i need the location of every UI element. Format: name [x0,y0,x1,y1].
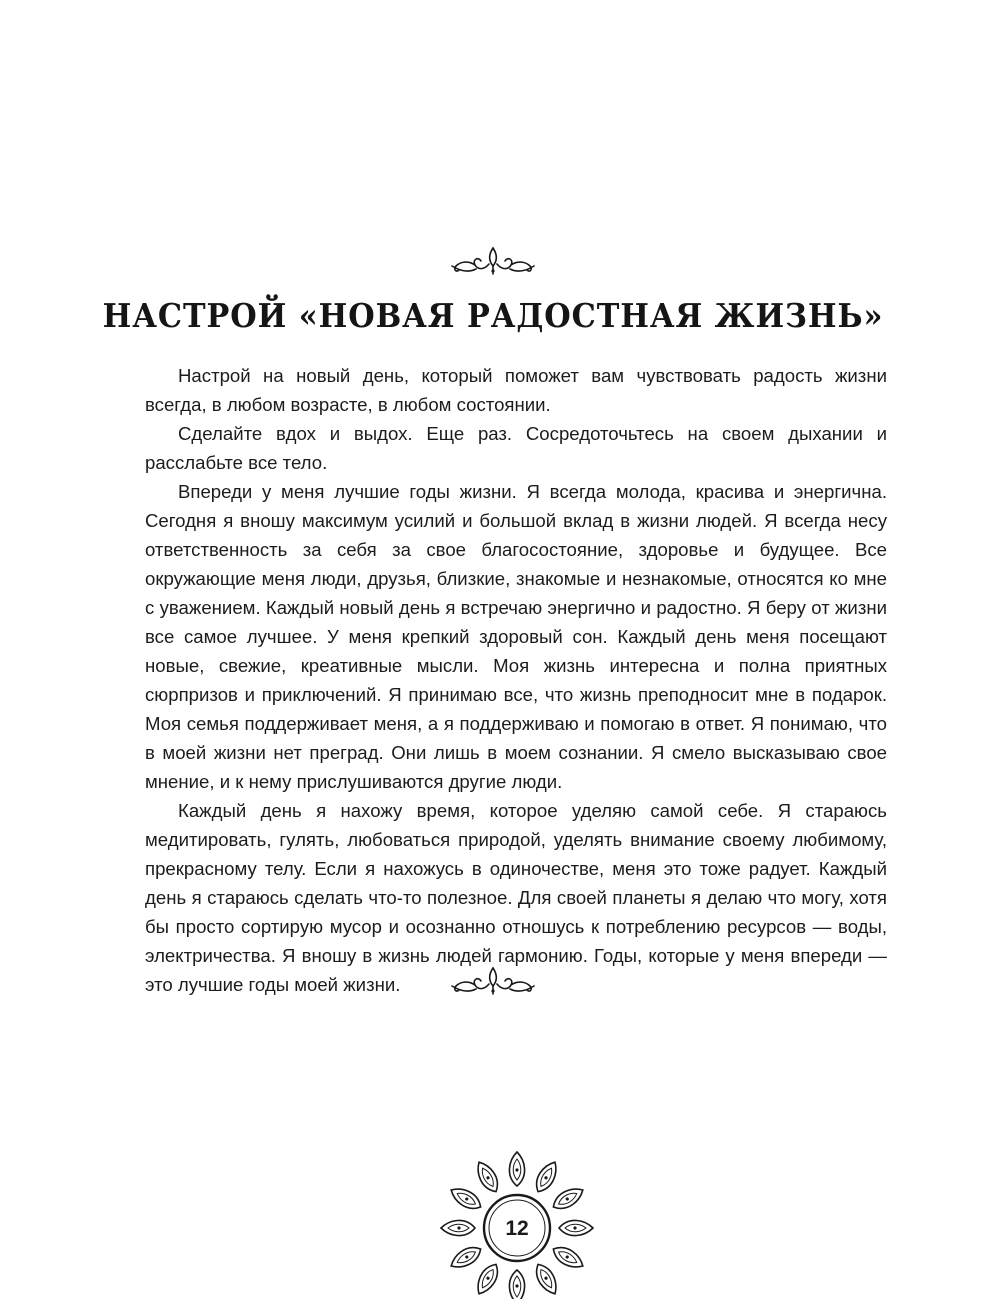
page-number: 12 [505,1217,529,1240]
lotus-petal [531,1261,561,1298]
lotus-petal [531,1158,561,1195]
paragraph-intro: Настрой на новый день, который поможет вам чувствовать радость жизни всегда, в любом возрасте, в любом состоянии. [145,365,887,415]
lotus-petal [509,1270,524,1299]
bottom-ornament [0,964,986,998]
lotus-petal [509,1152,524,1186]
lotus-petal [559,1220,593,1235]
flourish-divider-icon [448,964,538,998]
page-title: НАСТРОЙ «НОВАЯ РАДОСТНАЯ ЖИЗНЬ» [102,296,884,335]
top-ornament [0,244,986,278]
flourish-divider-icon [448,244,538,278]
lotus-petal [441,1220,475,1235]
body-text [145,361,887,999]
paragraph-breathing: Сделайте вдох и выдох. Еще раз. Сосредоточьтесь на своем дыхании и расслабьте все тело. [145,423,887,473]
lotus-petal [472,1261,502,1298]
lotus-petal [550,1183,587,1213]
paragraph-affirmation: Впереди у меня лучшие годы жизни. Я всегда молода, красива и энергична. Сегодня я вношу максимум усилий и большой вклад в жизни людей. Я всегда несу ответственность за себя за свое благосостояние, здоровье и будущее. Все окружающие меня люди, друзья, близкие, знакомые и незнакомые, относятся ко мне с уважением. Каждый новый день я встречаю энергично и радостно. Я беру от жизни все самое лучшее. У меня крепкий здоровый сон. Каждый день меня посещают новые, свежие, креативные мысли. Моя жизнь интересна и полна приятных сюрпризов и приключений. Я принимаю все, что жизнь преподносит мне в подарок. Моя семья поддерживает меня, а я поддерживаю и помогаю в ответ. Я понимаю, что в моей жизни нет преград. Они лишь в моем сознании. Я смело высказываю свое мнение, и к нему прислушиваются другие люди. [145,481,887,792]
lotus-petal [447,1183,484,1213]
lotus-petal [550,1242,587,1272]
paragraph-self-care: Каждый день я нахожу время, которое уделяю самой себе. Я стараюсь медитировать, гулять, любоваться природой, уделять внимание своему любимому, прекрасному телу. Если я нахожусь в одиночестве, меня это тоже радует. Каждый день я стараюсь сделать что-то полезное. Для своей планеты я делаю что могу, хотя бы просто сортирую мусор и осознанно отношусь к потреблению ресурсов — воды, электричества. Я вношу в жизнь людей гармонию. Годы, которые у меня впереди — это лучшие годы моей жизни. [145,800,887,995]
lotus-petal [472,1158,502,1195]
lotus-petal [447,1242,484,1272]
